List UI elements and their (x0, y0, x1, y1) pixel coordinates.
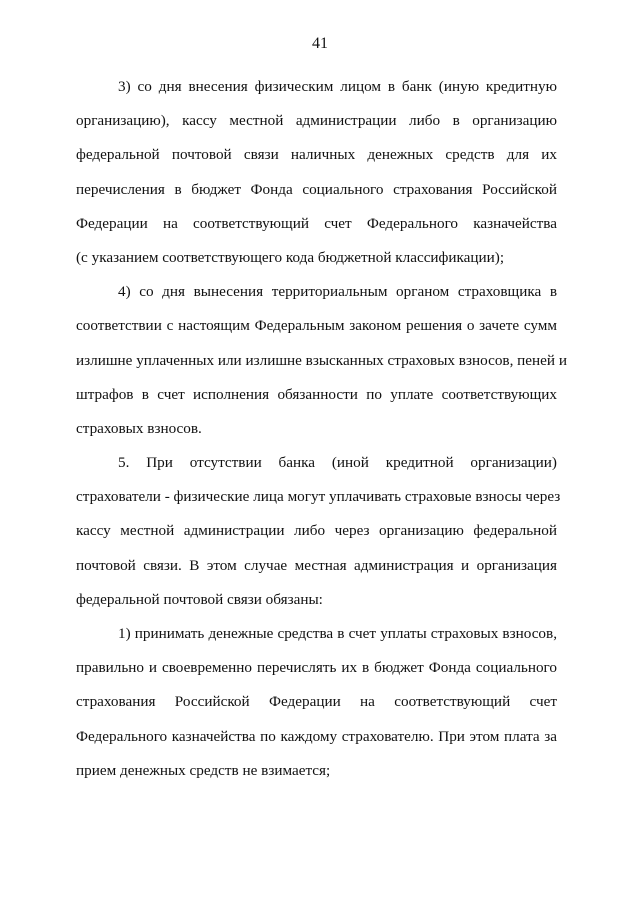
text-line: организацию), кассу местной администрации либо в организацию (76, 112, 557, 130)
text-line: перечисления в бюджет Фонда социального страхования Российской (76, 180, 557, 198)
text-line: 3) со дня внесения физическим лицом в банк (иную кредитную (118, 78, 557, 95)
text-line: Федерального казначейства по каждому страхователю. При этом плата за (76, 727, 557, 745)
text-line: почтовой связи. В этом случае местная администрация и организация (76, 556, 557, 574)
text-line: федеральной почтовой связи наличных денежных средств для их (76, 146, 557, 164)
document-body (76, 70, 567, 788)
text-line: прием денежных средств не взимается; (76, 761, 331, 779)
page-number: 41 (312, 35, 328, 52)
paragraph-item-4 (76, 275, 567, 446)
text-line: 1) принимать денежные средства в счет уплаты страховых взносов, (118, 625, 557, 642)
paragraph-item-3 (76, 70, 557, 275)
paragraph-item-1 (76, 617, 557, 788)
text-line: правильно и своевременно перечислять их в бюджет Фонда социального (76, 659, 557, 677)
text-line: Федерации на соответствующий счет Федерального казначейства (76, 214, 557, 232)
text-line: федеральной почтовой связи обязаны: (76, 590, 323, 608)
text-line: 5. При отсутствии банка (иной кредитной организации) (118, 454, 557, 472)
text-line: страховых взносов. (76, 419, 202, 437)
text-line: соответствии с настоящим Федеральным законом решения о зачете сумм (76, 317, 557, 335)
text-line: страхования Российской Федерации на соответствующий счет (76, 693, 557, 711)
text-line: (с указанием соответствующего кода бюджетной классификации); (76, 248, 505, 266)
text-line: излишне уплаченных или излишне взысканных страховых взносов, пеней и (76, 351, 567, 369)
text-line: штрафов в счет исполнения обязанности по уплате соответствующих (76, 385, 557, 403)
text-line: 4) со дня вынесения территориальным органом страховщика в (118, 283, 557, 301)
paragraph-section-5 (76, 446, 561, 617)
text-line: кассу местной администрации либо через организацию федеральной (76, 522, 557, 540)
text-line: страхователи - физические лица могут уплачивать страховые взносы через (76, 488, 561, 506)
